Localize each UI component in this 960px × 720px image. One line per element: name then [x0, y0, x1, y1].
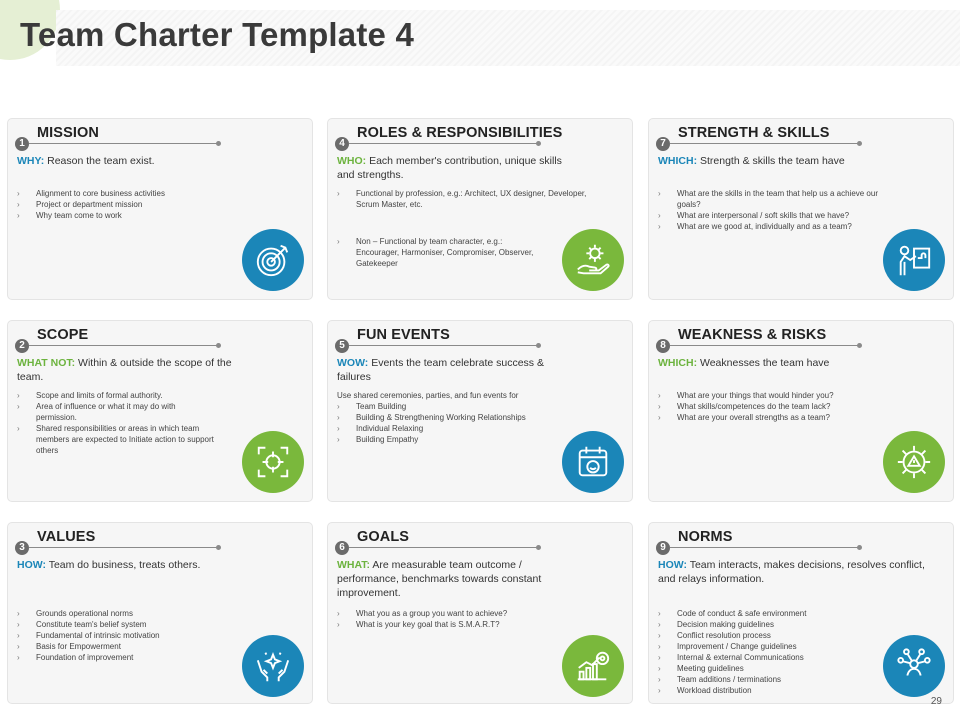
- card-bullet-list: [337, 608, 607, 630]
- list-item: › Decision making guidelines: [658, 619, 928, 630]
- list-item: › What you as a group you want to achieve?: [337, 608, 607, 619]
- card-bullet-list: [658, 390, 928, 423]
- list-item: › Fundamental of intrinsic motivation: [17, 630, 287, 641]
- card-strength-skills: [648, 118, 954, 300]
- card-goals: [327, 522, 633, 704]
- list-item: › Grounds operational norms: [17, 608, 287, 619]
- heading-rule: [29, 143, 218, 144]
- heading-rule-dot: [857, 343, 862, 348]
- card-subtitle: HOW: Team interacts, makes decisions, resolves conflict, and relays information.: [658, 559, 925, 585]
- target-arrow-icon: [242, 229, 304, 291]
- hands-sparkle-icon: [242, 635, 304, 697]
- heading-rule: [670, 143, 859, 144]
- list-item: › Foundation of improvement: [17, 652, 287, 663]
- list-item: › What skills/competences do the team lack?: [658, 401, 928, 412]
- heading-rule-dot: [536, 141, 541, 146]
- list-item: › Team additions / terminations: [658, 674, 928, 685]
- list-item: › Internal & external Communications: [658, 652, 928, 663]
- card-heading: NORMS: [678, 529, 733, 545]
- card-bullet-list: [337, 188, 592, 210]
- network-person-icon: [883, 635, 945, 697]
- list-item: › Workload distribution: [658, 685, 928, 696]
- heading-rule: [349, 345, 538, 346]
- list-item: › Building Empathy: [337, 434, 607, 445]
- card-heading: WEAKNESS & RISKS: [678, 327, 827, 343]
- card-heading: STRENGTH & SKILLS: [678, 125, 830, 141]
- card-weakness-risks: [648, 320, 954, 502]
- list-item: › Area of influence or what it may do with permission.: [17, 401, 217, 423]
- heading-rule-dot: [216, 545, 221, 550]
- list-item: › Improvement / Change guidelines: [658, 641, 928, 652]
- card-bullet-list: [337, 401, 607, 445]
- list-item: › What are interpersonal / soft skills that we have?: [658, 210, 898, 221]
- list-item: › What are we good at, individually and as a team?: [658, 221, 898, 232]
- list-item: › Alignment to core business activities: [17, 188, 287, 199]
- card-subtitle: WHAT NOT: Within & outside the scope of the team.: [17, 357, 232, 383]
- card-heading: FUN EVENTS: [357, 327, 450, 343]
- card-subtitle: WHICH: Strength & skills the team have: [658, 155, 845, 167]
- card-subtitle: WHO: Each member's contribution, unique skills and strengths.: [337, 155, 562, 181]
- page-number: 29: [930, 696, 942, 707]
- list-item: › Basis for Empowerment: [17, 641, 287, 652]
- hand-gear-icon: [562, 229, 624, 291]
- list-item: › What are your overall strengths as a team?: [658, 412, 928, 423]
- growth-chart-target-icon: [562, 635, 624, 697]
- card-heading: ROLES & RESPONSIBILITIES: [357, 125, 563, 141]
- list-item: › Meeting guidelines: [658, 663, 928, 674]
- card-heading: SCOPE: [37, 327, 89, 343]
- heading-rule: [670, 345, 859, 346]
- list-item: › What are the skills in the team that help us a achieve our goals?: [658, 188, 898, 210]
- card-subtitle: WHICH: Weaknesses the team have: [658, 357, 830, 369]
- heading-rule: [349, 547, 538, 548]
- card-number-badge: 6: [335, 541, 349, 555]
- heading-rule-dot: [857, 141, 862, 146]
- card-fun-events: [327, 320, 633, 502]
- heading-rule: [29, 547, 218, 548]
- heading-rule-dot: [536, 343, 541, 348]
- gear-warning-icon: [883, 431, 945, 493]
- card-bullet-list: [17, 390, 217, 456]
- heading-rule: [349, 143, 538, 144]
- card-number-badge: 8: [656, 339, 670, 353]
- card-heading: MISSION: [37, 125, 99, 141]
- list-item: › Scope and limits of formal authority.: [17, 390, 217, 401]
- card-number-badge: 9: [656, 541, 670, 555]
- card-number-badge: 2: [15, 339, 29, 353]
- list-item: › Constitute team's belief system: [17, 619, 287, 630]
- heading-rule: [29, 345, 218, 346]
- list-item: › What are your things that would hinder you?: [658, 390, 928, 401]
- heading-rule-dot: [536, 545, 541, 550]
- card-norms: [648, 522, 954, 704]
- list-item: › Project or department mission: [17, 199, 287, 210]
- presenter-puzzle-icon: [883, 229, 945, 291]
- card-number-badge: 5: [335, 339, 349, 353]
- card-bullet-list-secondary: [337, 236, 537, 269]
- heading-rule-dot: [216, 343, 221, 348]
- list-item: › Shared responsibilities or areas in which team members are expected to Initiate action to support others: [17, 423, 217, 456]
- card-subtitle: WHAT: Are measurable team outcome / performance, benchmarks towards constant improvement.: [337, 559, 542, 599]
- list-item: › Why team come to work: [17, 210, 287, 221]
- heading-rule: [670, 547, 859, 548]
- card-heading: GOALS: [357, 529, 410, 545]
- card-number-badge: 4: [335, 137, 349, 151]
- card-number-badge: 1: [15, 137, 29, 151]
- list-item: › What is your key goal that is S.M.A.R.T?: [337, 619, 607, 630]
- card-heading: VALUES: [37, 529, 96, 545]
- list-item: › Code of conduct & safe environment: [658, 608, 928, 619]
- card-mission: [7, 118, 313, 300]
- heading-rule-dot: [857, 545, 862, 550]
- list-item: › Functional by profession, e.g.: Architect, UX designer, Developer, Scrum Master, etc.: [337, 188, 592, 210]
- card-subtitle: WHY: Reason the team exist.: [17, 155, 155, 167]
- card-scope: [7, 320, 313, 502]
- card-subtitle: HOW: Team do business, treats others.: [17, 559, 201, 571]
- crosshair-focus-icon: [242, 431, 304, 493]
- card-subtitle: WOW: Events the team celebrate success & failures: [337, 357, 544, 383]
- list-item: › Team Building: [337, 401, 607, 412]
- card-values: [7, 522, 313, 704]
- card-intro-text: Use shared ceremonies, parties, and fun events for: [337, 391, 519, 400]
- calendar-smile-icon: [562, 431, 624, 493]
- card-bullet-list: [658, 188, 898, 232]
- heading-rule-dot: [216, 141, 221, 146]
- list-item: › Building & Strengthening Working Relationships: [337, 412, 607, 423]
- card-bullet-list: [17, 188, 287, 221]
- page-title: Team Charter Template 4: [20, 16, 415, 53]
- list-item: › Non – Functional by team character, e.g.: Encourager, Harmoniser, Compromiser, Observer, Gatekeeper: [337, 236, 537, 269]
- list-item: › Individual Relaxing: [337, 423, 607, 434]
- card-roles-responsibilities: [327, 118, 633, 300]
- card-number-badge: 3: [15, 541, 29, 555]
- card-number-badge: 7: [656, 137, 670, 151]
- list-item: › Conflict resolution process: [658, 630, 928, 641]
